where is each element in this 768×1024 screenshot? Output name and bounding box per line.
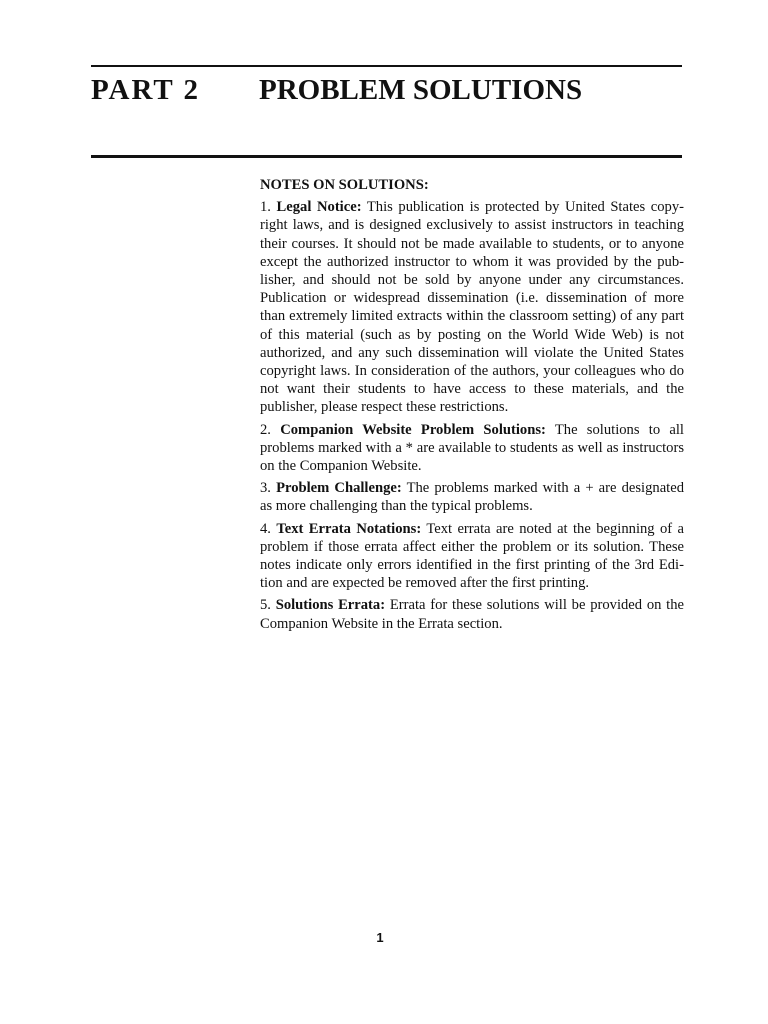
- part-title: PROBLEM SOLUTIONS: [259, 74, 583, 106]
- note-text-errata: [260, 520, 684, 593]
- note-number: 4.: [260, 520, 271, 537]
- note-number: 5.: [260, 597, 271, 614]
- note-text: Errata for these solutions will be provided on the Companion Website in the Errata section.: [260, 597, 685, 632]
- note-title: Companion Website Problem Solutions:: [280, 421, 546, 438]
- part-label: PART 2: [91, 74, 200, 106]
- note-text: The problems marked with a + are designated as more challenging than the typical problems.: [260, 480, 685, 515]
- note-number: 2.: [260, 421, 271, 438]
- note-number: 1.: [260, 199, 271, 216]
- note-number: 3.: [260, 480, 271, 497]
- note-legal-notice: [260, 198, 684, 416]
- note-title: Solutions Errata:: [275, 597, 386, 614]
- note-text: Text errata are noted at the beginning of a problem if those errata affect either the problem or its solution. These notes indicate only errors identified in the first printing of the 3rd Edition and are expected be removed after the first printing.: [260, 520, 685, 592]
- note-problem-challenge: [260, 479, 684, 515]
- note-solutions-errata: [260, 596, 684, 632]
- note-title: Text Errata Notations:: [276, 520, 422, 537]
- header-bottom-rule: [91, 155, 682, 158]
- header-top-rule: [91, 65, 682, 67]
- notes-section: [260, 176, 684, 637]
- note-title: Legal Notice:: [276, 199, 362, 216]
- note-text: This publication is protected by United States copyright laws, and is designed exclusively to assist instructors in teaching their courses. It should not be made available to students, or to anyone except the authorized instructor to whom it was provided by the publisher, and should not be sold by anyone under any circumstances. Publication or widespread dissemination (i.e. dissemination of more than extremely limited extracts within the classroom setting) of any part of this material (such as by posting on the World Wide Web) is not authorized, and any such dissemination will violate the United States copyright laws. In consideration of the authors, your colleagues who do not want their students to have access to these materials, and the publisher, please respect these restrictions.: [260, 199, 685, 416]
- note-companion-website: [260, 421, 684, 476]
- note-title: Problem Challenge:: [276, 480, 402, 497]
- note-text: The solutions to all problems marked with a * are available to students as well as instructors on the Companion Website.: [260, 421, 684, 475]
- notes-heading: NOTES ON SOLUTIONS:: [260, 177, 429, 193]
- page-number: 1: [376, 930, 384, 945]
